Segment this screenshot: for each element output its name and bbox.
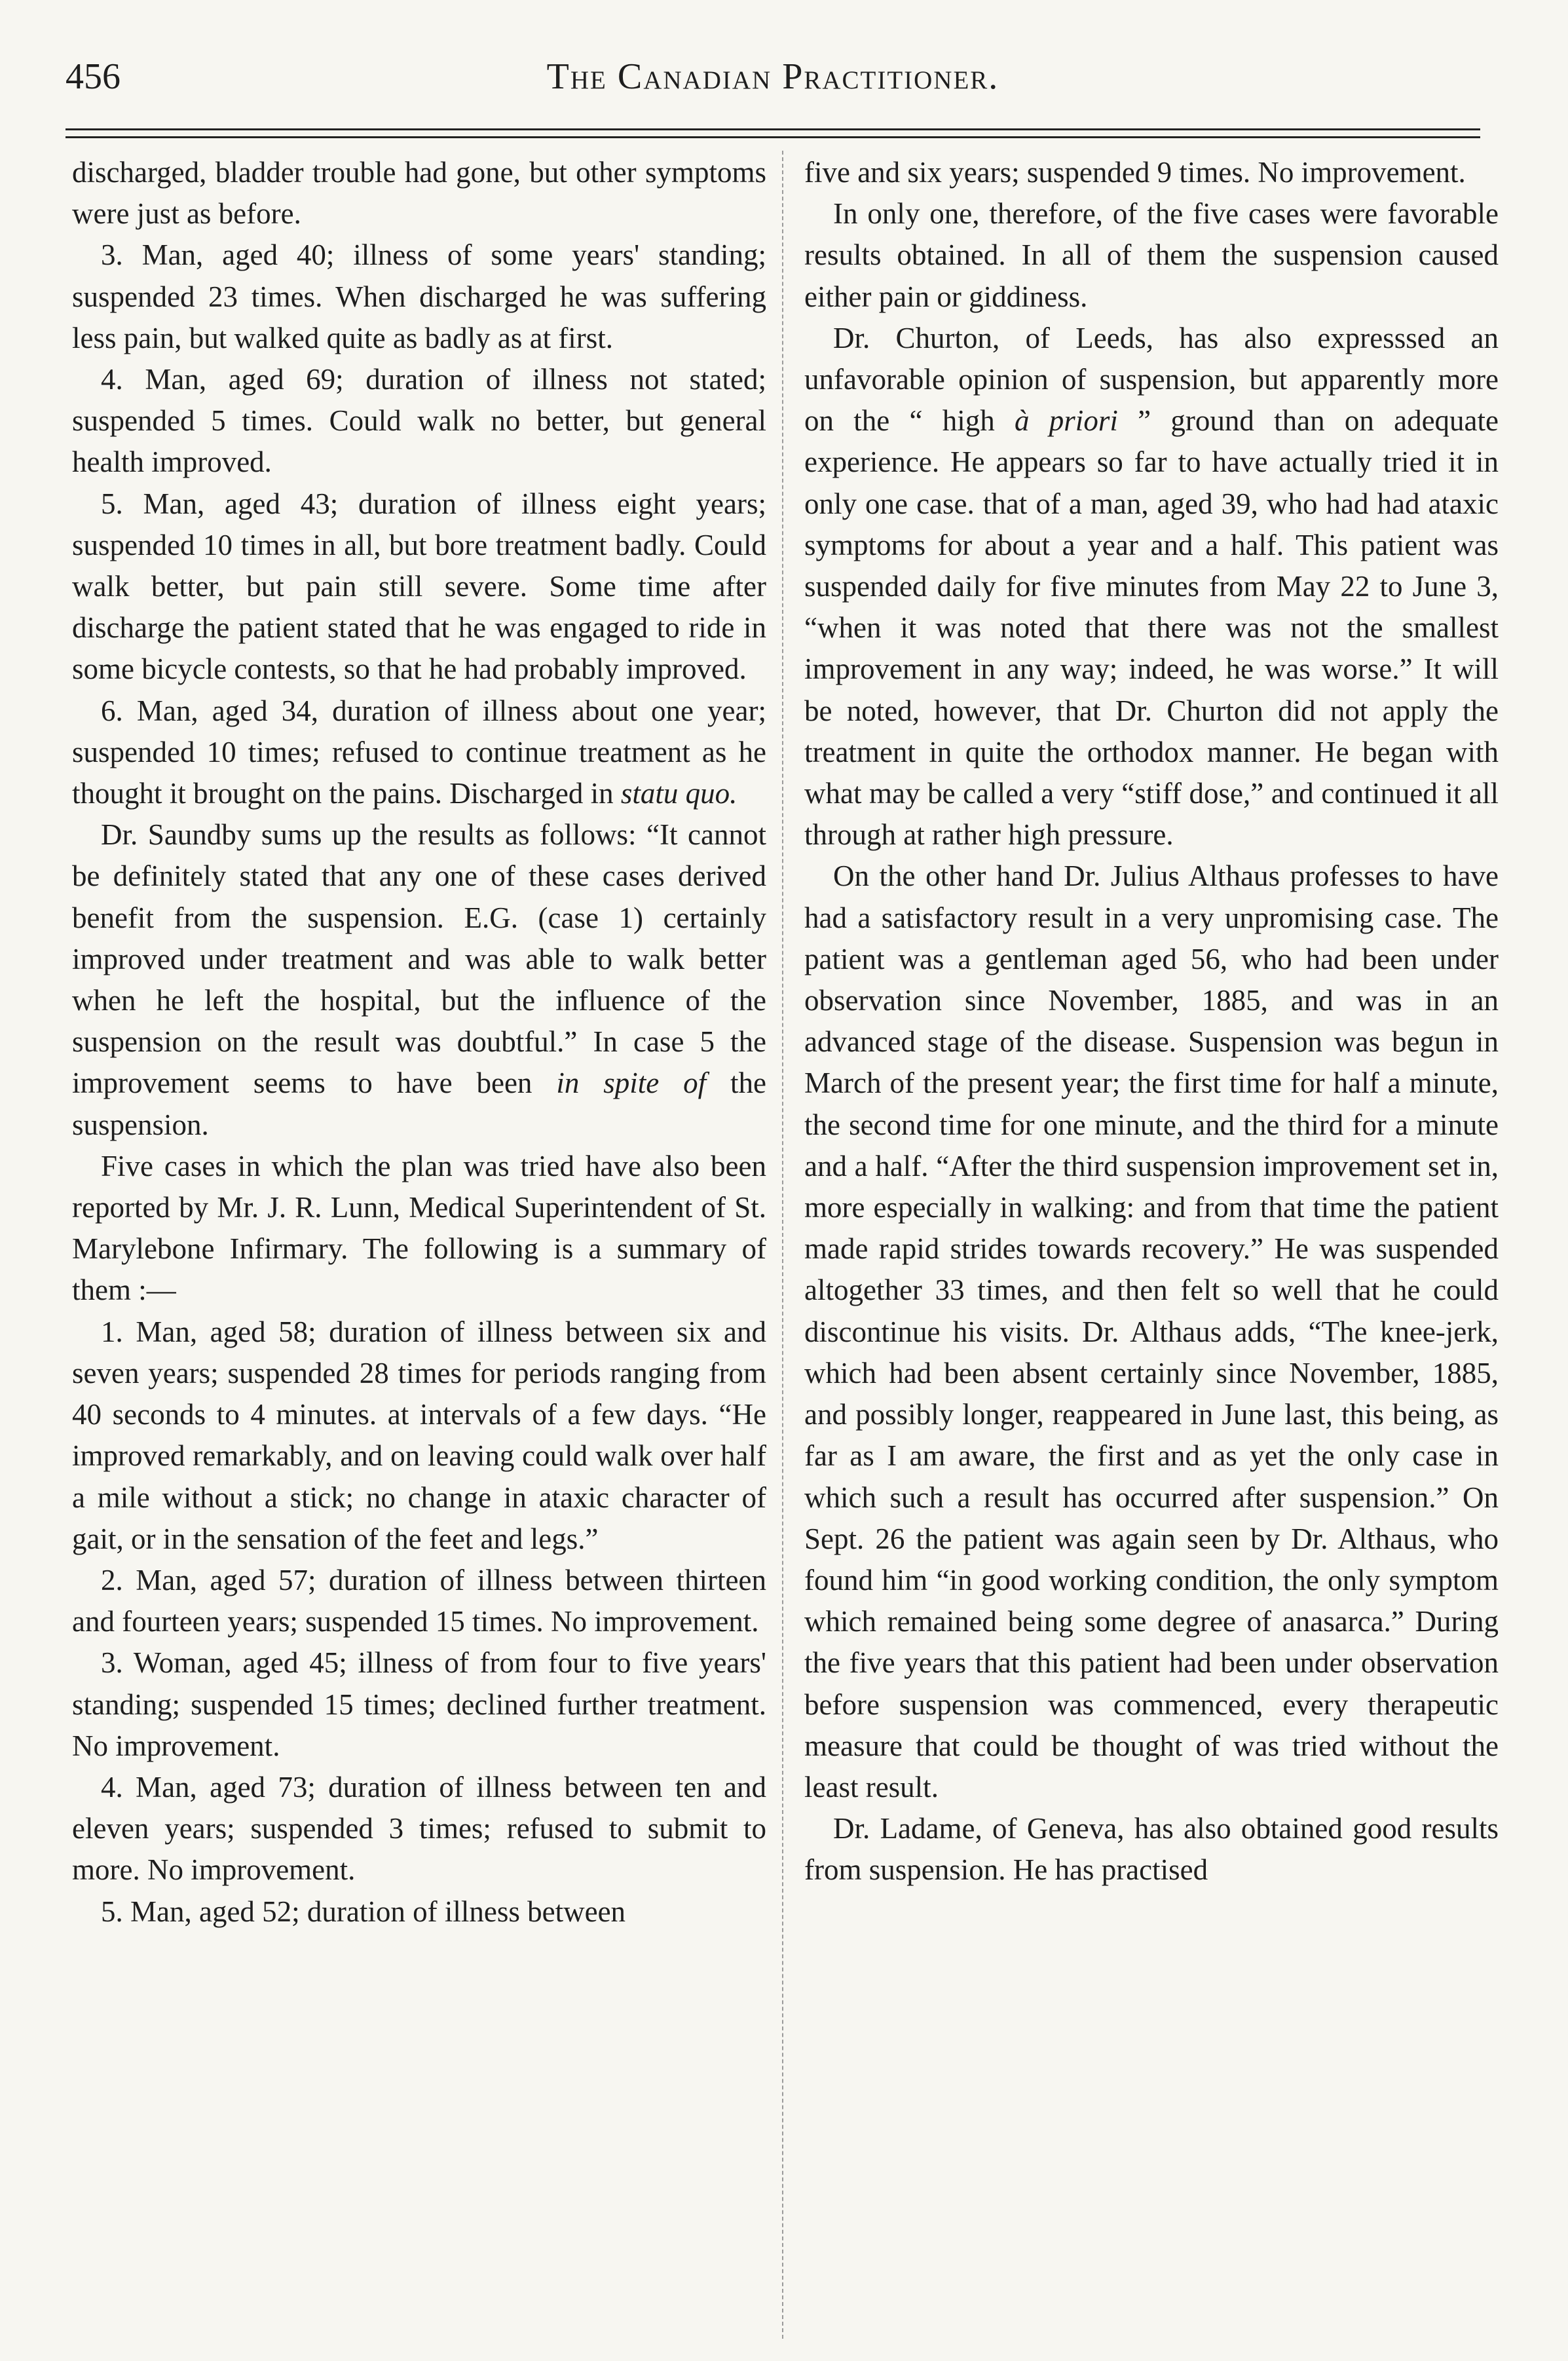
italic-phrase: statu quo. <box>620 777 737 810</box>
paragraph <box>72 359 766 483</box>
paragraph-text: Five cases in which the plan was tried have also been reported by Mr. J. R. Lunn, Medical Superintendent of St. Marylebone Infirmary. The following is a summary of them :— <box>72 1149 766 1307</box>
paragraph <box>72 1312 766 1560</box>
paragraph <box>72 1560 766 1642</box>
running-title: The Canadian Practitioner. <box>546 56 999 97</box>
italic-phrase: à priori <box>1015 404 1118 438</box>
paragraph-text: In only one, therefore, of the five cases were favorable results obtained. In all of them the suspension caused either pain or giddiness. <box>804 197 1499 313</box>
paragraph-text-tail: the suspension. <box>72 1067 766 1141</box>
paragraph-text: Dr. Ladame, of Geneva, has also obtained good results from suspension. He has practised <box>804 1812 1499 1887</box>
paragraph-text: discharged, bladder trouble had gone, but other symptoms were just as before. <box>72 156 766 231</box>
paragraph-text: 5. Man, aged 52; duration of illness between <box>101 1895 626 1928</box>
paragraph-text: 5. Man, aged 43; duration of illness eight years; suspended 10 times in all, but bore treatment badly. Could walk better, but pain still severe. Some time after discharge the patient stated that he was engaged to ride in some bicycle contests, so that he had probably improved. <box>72 487 766 686</box>
column-divider <box>782 151 783 2339</box>
paragraph <box>72 1146 766 1312</box>
paragraph <box>72 235 766 359</box>
paragraph <box>72 690 766 815</box>
paragraph-text: 4. Man, aged 73; duration of illness between ten and eleven years; suspended 3 times; refused to submit to more. No improvement. <box>72 1770 766 1887</box>
paragraph-text-tail: ” ground than on adequate experience. He appears so far to have actually tried it in only one case. that of a man, aged 39, who had had ataxic symptoms for about a year and a half. This patient was suspended daily for five minutes from May 22 to June 3, “when it was noted that there was not the smallest improvement in any way; indeed, he was worse.” It will be noted, however, that Dr. Churton did not apply the treatment in quite the orthodox manner. He began with what may be called a very “stiff dose,” and continued it all through at rather high pressure. <box>804 404 1499 852</box>
paragraph <box>804 1808 1499 1891</box>
paragraph <box>72 1642 766 1767</box>
paragraph <box>804 318 1499 856</box>
paragraph-text: 3. Woman, aged 45; illness of from four to five years' standing; suspended 15 times; declined further treatment. No improvement. <box>72 1646 766 1762</box>
paragraph <box>72 152 766 235</box>
paragraph-text: 4. Man, aged 69; duration of illness not stated; suspended 5 times. Could walk no better, but general health improved. <box>72 363 766 479</box>
header-rule-bottom <box>65 136 1480 138</box>
header-rule-top <box>65 128 1480 130</box>
page-header <box>65 56 1480 115</box>
right-column <box>804 152 1499 1891</box>
paragraph <box>804 152 1499 193</box>
paragraph <box>72 814 766 1146</box>
paragraph-text: 2. Man, aged 57; duration of illness between thirteen and fourteen years; suspended 15 times. No improvement. <box>72 1563 766 1638</box>
paragraph-text: five and six years; suspended 9 times. No improvement. <box>804 156 1466 189</box>
paragraph <box>804 856 1499 1808</box>
paragraph-text: Dr. Saundby sums up the results as follows: “It cannot be definitely stated that any one of these cases derived benefit from the suspension. E.G. (case 1) certainly improved under treatment and was able to walk better when he left the hospital, but the influence of the suspension on the result was doubtful.” In case 5 the improvement seems to have been <box>72 818 766 1100</box>
paragraph-text: 6. Man, aged 34, duration of illness about one year; suspended 10 times; refused to continue treatment as he thought it brought on the pains. Discharged in <box>72 694 766 810</box>
italic-phrase: in spite of <box>556 1067 707 1100</box>
paragraph <box>72 1891 766 1933</box>
paragraph-text: On the other hand Dr. Julius Althaus professes to have had a satisfactory result in a very unpromising case. The patient was a gentleman aged 56, who had been under observation since November, 1885, and was in an advanced stage of the disease. Suspension was begun in March of the present year; the first time for half a minute, the second time for one minute, and the third for a minute and a half. “After the third suspension improvement set in, more especially in walking: and from that time the patient made rapid strides towards recovery.” He was suspended altogether 33 times, and then felt so well that he could discontinue his visits. Dr. Althaus adds, “The knee-jerk, which had been absent certainly since November, 1885, and possibly longer, reappeared in June last, this being, as far as I am aware, the first and as yet the only case in which such a result has occurred after suspension.” On Sept. 26 the patient was again seen by Dr. Althaus, who found him “in good working condition, the only symptom which remained being some degree of anasarca.” During the five years that this patient had been under observation before suspension was commenced, every therapeutic measure that could be thought of was tried without the least result. <box>804 859 1499 1804</box>
paragraph <box>72 1767 766 1891</box>
left-column <box>72 152 766 1933</box>
paragraph <box>72 483 766 690</box>
paragraph-text: Dr. Churton, of Leeds, has also expresssed an unfavorable opinion of suspension, but apparently more on the “ high <box>804 321 1499 438</box>
paragraph <box>804 193 1499 318</box>
page-number: 456 <box>65 56 121 97</box>
paragraph-text: 3. Man, aged 40; illness of some years' standing; suspended 23 times. When discharged he was suffering less pain, but walked quite as badly as at first. <box>72 238 766 354</box>
paragraph-text: 1. Man, aged 58; duration of illness between six and seven years; suspended 28 times for periods ranging from 40 seconds to 4 minutes. at intervals of a few days. “He improved remarkably, and on leaving could walk over half a mile without a stick; no change in ataxic character of gait, or in the sensation of the feet and legs.” <box>72 1315 766 1555</box>
